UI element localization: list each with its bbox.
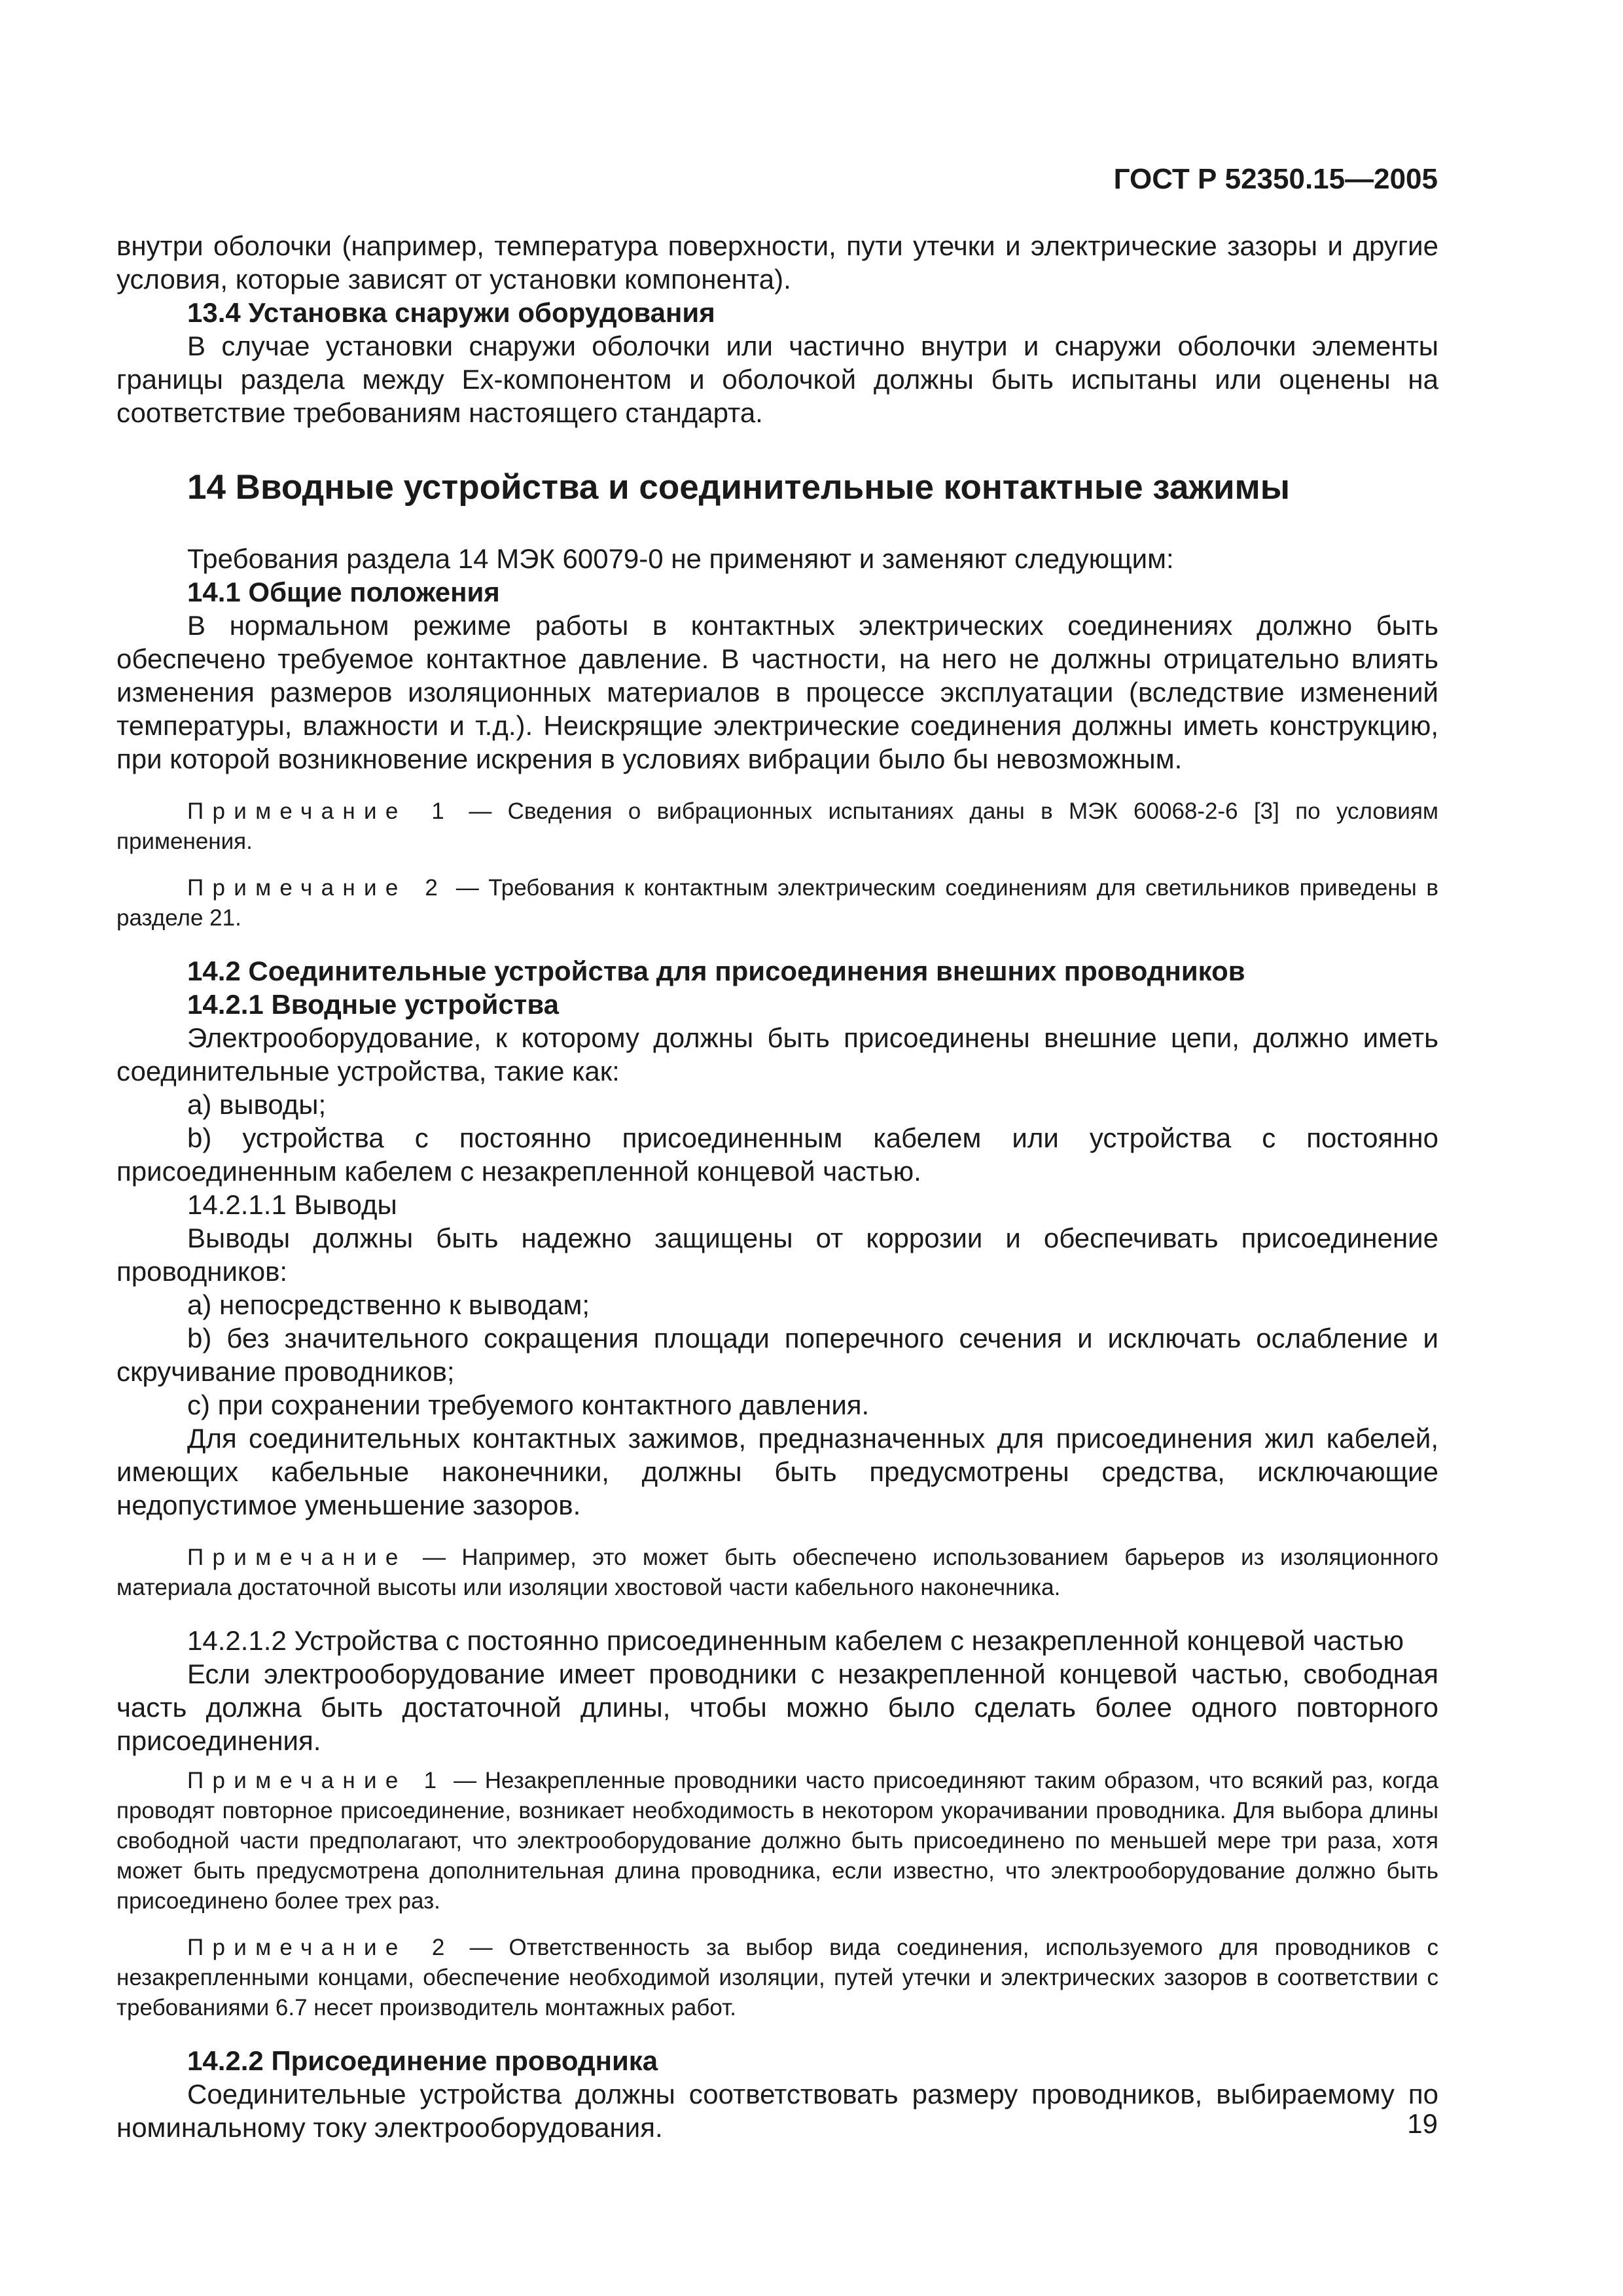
note-text: — Незакрепленные проводники часто присоединяют таким образом, что всякий раз, когда проводят повторное присоединение, возникает необходимость в некотором укорачивании проводника. Для выбора длины свободной части предполагают, что электрооборудование должно быть присоединено по меньшей мере три раза, хотя может быть предусмотрена дополнительная длина проводника, если известно, что электрооборудование должно быть присоединено более трех раз. <box>116 1768 1438 1914</box>
paragraph: Электрооборудование, к которому должны быть присоединены внешние цепи, должно иметь соединительные устройства, такие как: <box>116 1022 1438 1086</box>
subsection-heading-14-2-2: 14.2.2 Присоединение проводника <box>187 2045 658 2076</box>
clause-heading-14-2-1-2: 14.2.1.2 Устройства с постоянно присоединенным кабелем с незакрепленной концевой частью <box>187 1625 1404 1656</box>
list-item: a) выводы; <box>187 1089 327 1120</box>
note-text: — Ответственность за выбор вида соединения, используемого для проводников с незакрепленными концами, обеспечение необходимой изоляции, путей утечки и электрических зазоров в соответствии с требованиями 6.7 несет производитель монтажных работ. <box>116 1935 1438 2020</box>
paragraph: В нормальном режиме работы в контактных электрических соединениях должно быть обеспечено требуемое контактное давление. В частности, на него не должны отрицательно влиять изменения размеров изоляционных материалов в процессе эксплуатации (вследствие изменений температуры, влажности и т.д.). Неискрящие электрические соединения должны иметь конструкцию, при которой возникновение искрения в условиях вибрации было бы невозможным. <box>116 610 1438 774</box>
note <box>116 1543 1438 1603</box>
document-header: ГОСТ Р 52350.15—2005 <box>1113 163 1438 195</box>
paragraph: Для соединительных контактных зажимов, предназначенных для присоединения жил кабелей, имеющих кабельные наконечники, должны быть предусмотрены средства, исключающие недопустимое уменьшение зазоров. <box>116 1423 1438 1520</box>
paragraph: Если электрооборудование имеет проводники с незакрепленной концевой частью, свободная часть должна быть достаточной длины, чтобы можно было сделать более одного повторного присоединения. <box>116 1659 1438 1756</box>
note-text: — Сведения о вибрационных испытаниях даны в МЭК 60068-2-6 [3] по условиям применения. <box>116 798 1438 854</box>
paragraph-continuation: внутри оболочки (например, температура поверхности, пути утечки и электрические зазоры и другие условия, которые зависят от установки компонента). <box>116 230 1438 295</box>
note <box>116 873 1438 933</box>
paragraph: Выводы должны быть надежно защищены от коррозии и обеспечивать присоединение проводников: <box>116 1223 1438 1287</box>
note <box>116 1766 1438 1916</box>
list-item: c) при сохранении требуемого контактного давления. <box>187 1390 870 1420</box>
note-label: Примечание 1 <box>187 1768 446 1793</box>
clause-heading-14-2-1-1: 14.2.1.1 Выводы <box>187 1189 397 1220</box>
paragraph: Требования раздела 14 МЭК 60079-0 не применяют и заменяют следующим: <box>187 543 1174 574</box>
note-label: Примечание 2 <box>187 1935 454 1960</box>
section-heading-14: 14 Вводные устройства и соединительные контактные зажимы <box>187 468 1291 507</box>
paragraph: В случае установки снаружи оболочки или частично внутри и снаружи оболочки элементы границы раздела между Ex-компонентом и оболочкой должны быть испытаны или оценены на соответствие требованиям настоящего стандарта. <box>116 331 1438 428</box>
note-label: Примечание 2 <box>187 875 447 901</box>
list-item: a) непосредственно к выводам; <box>187 1289 590 1320</box>
note-label: Примечание 1 <box>187 798 453 824</box>
subsection-heading-14-2-1: 14.2.1 Вводные устройства <box>187 989 559 1020</box>
paragraph: Соединительные устройства должны соответствовать размеру проводников, выбираемому по номинальному току электрооборудования. <box>116 2079 1438 2143</box>
list-item: b) без значительного сокращения площади поперечного сечения и исключать ослабление и скручивание проводников; <box>116 1323 1438 1387</box>
page-number: 19 <box>1407 2108 1438 2139</box>
note-label: Примечание <box>187 1545 407 1570</box>
subsection-heading-14-2: 14.2 Соединительные устройства для присоединения внешних проводников <box>187 956 1245 986</box>
note-text: — Требования к контактным электрическим соединениям для светильников приведены в разделе 21. <box>116 875 1438 931</box>
list-item: b) устройства с постоянно присоединенным кабелем или устройства с постоянно присоединенным кабелем с незакрепленной концевой частью. <box>116 1122 1438 1187</box>
subsection-heading-14-1: 14.1 Общие положения <box>187 577 500 607</box>
page-content <box>116 229 1438 2144</box>
subsection-heading-13-4: 13.4 Установка снаружи оборудования <box>187 297 715 328</box>
note <box>116 1933 1438 2023</box>
note-text: — Например, это может быть обеспечено использованием барьеров из изоляционного материала достаточной высоты или изоляции хвостовой части кабельного наконечника. <box>116 1545 1438 1600</box>
note <box>116 797 1438 857</box>
